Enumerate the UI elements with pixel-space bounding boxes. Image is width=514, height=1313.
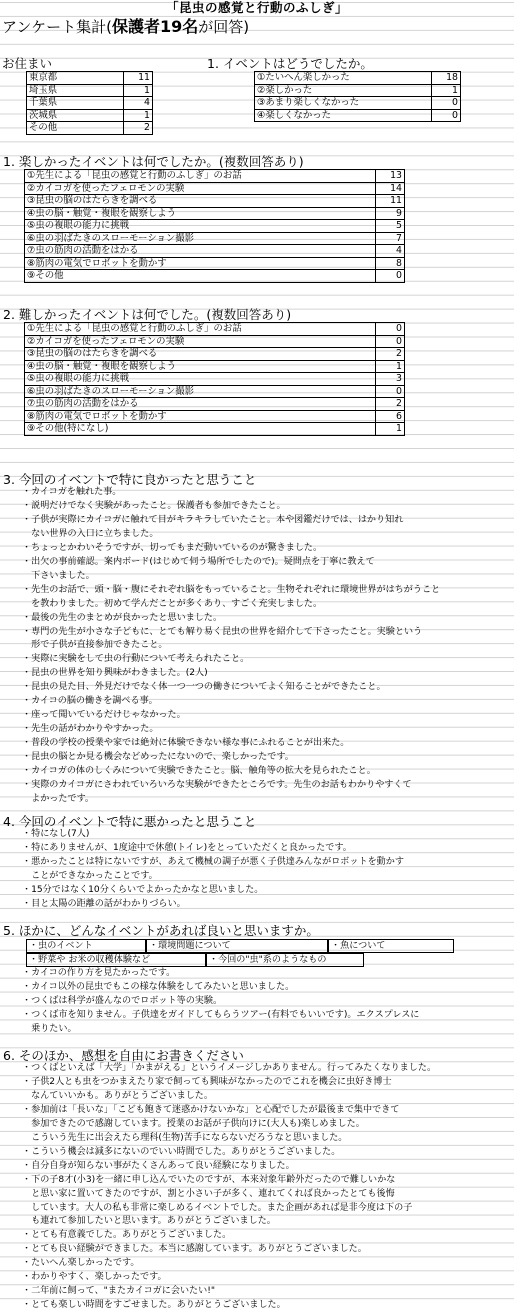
fun-event-count: 14 <box>376 182 405 195</box>
hard-event-count: 6 <box>376 410 405 423</box>
hard-event-label: ⑥虫の羽ばたきのスローモーション撮影 <box>25 385 376 398</box>
residence-count: 4 <box>124 97 153 110</box>
table-row <box>25 335 405 348</box>
comment-line: ・たいへん楽しかったです。 <box>22 1258 140 1269</box>
hard-event-label: ②カイコガを使ったフェロモンの実験 <box>25 335 376 348</box>
q1-option-label: ③あまり楽しくなかった <box>255 97 432 110</box>
fun-event-count: 13 <box>376 170 405 183</box>
q1-option-count: 0 <box>432 97 461 110</box>
comment-line: と思い家に置いてきたのですが、割と小さい子が多く、連れてくれば良かったとても後悔 <box>22 1188 395 1199</box>
hard-event-count: 1 <box>376 360 405 373</box>
residence-label: 東京都 <box>27 72 124 85</box>
suggestion-insect-event: ・虫のイベント <box>26 939 146 953</box>
comment-line: を教わりました。初めて学んだことが多くあり、すごく充実しました。 <box>22 598 323 609</box>
q1-option-count: 1 <box>432 84 461 97</box>
comment-line: ・子供が実際にカイコガに触れて目がキラキラしていたこと。本や図鑑だけでは、はかり知れ <box>22 514 404 525</box>
residence-heading: お住まい <box>2 56 53 71</box>
comment-line: ・自分自身が知らない事がたくさんあって良い経験になりました。 <box>22 1160 295 1171</box>
table-row <box>25 170 405 183</box>
table-row <box>25 232 405 245</box>
table-row <box>255 97 461 110</box>
residence-label: その他 <box>27 122 124 135</box>
comment-line: 乗りたい。 <box>22 1023 77 1034</box>
residence-count: 1 <box>124 84 153 97</box>
hard-event-label: ①先生による「昆虫の感覚と行動のふしぎ」のお話 <box>25 323 376 336</box>
fun-event-label: ⑦虫の筋肉の活動をはかる <box>25 245 376 258</box>
hard-event-count: 2 <box>376 398 405 411</box>
comment-line: ・最後の先生のまとめが良かったと思いました。 <box>22 612 223 623</box>
hard-event-count: 0 <box>376 335 405 348</box>
q1-heading: 1. イベントはどうでしたか。 <box>207 56 373 71</box>
residence-count: 1 <box>124 109 153 122</box>
hard-event-label: ⑧筋肉の電気でロボットを動かす <box>25 410 376 423</box>
fun-table <box>24 169 405 283</box>
comment-line: ・下の子8才(小3)を一緒に申し込んでいたのですが、本来対象年齢外だったので難しいかな <box>22 1174 396 1185</box>
comment-line: ・先生の話がわかりやすかった。 <box>22 724 159 735</box>
comment-line: ・つくばといえば「大学」「かまがえる」というイメージしかありません。行ってみたくなりました。 <box>22 1063 437 1073</box>
residence-count: 2 <box>124 122 153 135</box>
table-row <box>27 97 153 110</box>
q1-option-count: 18 <box>432 72 461 85</box>
fun-event-label: ①先生による「昆虫の感覚と行動のふしぎ」のお話 <box>25 170 376 183</box>
table-row <box>25 245 405 258</box>
table-row <box>25 220 405 233</box>
suggestion-harvest: ・野菜や お米の収穫体験など <box>26 953 206 967</box>
fun-event-label: ④虫の脳・触覚・複眼を観察しよう <box>25 207 376 220</box>
comment-line: 形で子供が直接参加できたこと。 <box>22 640 168 651</box>
comment-line: ・昆虫の脳とか見る機会などめったにないので、楽しかったです。 <box>22 752 294 763</box>
comment-line: ・わかりやすく、楽しかったです。 <box>22 1272 167 1283</box>
bad-heading: 4. 今回のイベントで特に悪かったと思うこと <box>3 814 257 829</box>
hard-heading: 2. 難しかったイベントは何でした。(複数回答あり) <box>3 307 292 322</box>
comment-line: ・特になし(7人) <box>22 829 90 839</box>
table-row <box>255 72 461 85</box>
other-heading: 5. ほかに、どんなイベントがあれば良いと思いますか。 <box>3 923 319 938</box>
comment-line: ・とても良い経験ができました。本当に感謝しています。ありがとうございました。 <box>22 1244 367 1255</box>
subtitle-suffix: が回答) <box>198 18 250 36</box>
table-row <box>25 257 405 270</box>
comment-line: ・座って聞いているだけじゃなかった。 <box>22 710 186 721</box>
fun-event-label: ②カイコガを使ったフェロモンの実験 <box>25 182 376 195</box>
comment-line: も連れて参加したいと思います。ありがとうございました。 <box>22 1216 276 1227</box>
comment-line: こういう先生に出会えたら理科(生物)苦手にならないだろうなと思いました。 <box>22 1132 348 1143</box>
table-row <box>25 373 405 386</box>
table-row <box>25 385 405 398</box>
table-row <box>25 423 405 436</box>
table-row <box>25 207 405 220</box>
residence-count: 11 <box>124 72 153 85</box>
comment-line: ・15分ではなく10分くらいでよかったかなと思いました。 <box>22 884 264 895</box>
free-comments-list <box>22 1062 436 1313</box>
comment-line: ・ちょっとかわいそうですが、切ってもまだ動いているのが驚きました。 <box>22 542 323 553</box>
hard-event-label: ④虫の脳・触覚・複眼を観察しよう <box>25 360 376 373</box>
fun-event-count: 4 <box>376 245 405 258</box>
comment-line: ・普段の学校の授業や家では絶対に体験できない様な事にふれることが出来た。 <box>22 738 350 749</box>
comment-line: なんていいかも。ありがとうございました。 <box>22 1090 213 1101</box>
table-row <box>25 348 405 361</box>
table-row <box>25 410 405 423</box>
comment-line: ・昆虫の世界を知り興味がわきました。(2人) <box>22 668 208 679</box>
hard-event-label: ⑦虫の筋肉の活動をはかる <box>25 398 376 411</box>
hard-event-label: ⑨その他(特になし) <box>25 423 376 436</box>
comment-line: ・子供2人とも虫をつかまえたり家で飼っても興味がなかったのでこれを機会に虫好き博士 <box>22 1076 392 1087</box>
comment-line: ・先生のお話で、頭・脳・腹にそれぞれ脳をもっていること。生物それぞれに環境世界がはちがうこと <box>22 584 441 595</box>
fun-event-count: 8 <box>376 257 405 270</box>
comment-line: ・とても楽しい時間をすごせました。ありがとうございました。 <box>22 1300 286 1311</box>
comment-line: しています。大人の私も非常に楽しめるイベントでした。また企画があれば是非今度は下の子 <box>22 1202 413 1213</box>
other-comments-list <box>22 967 419 1037</box>
residence-label: 茨城県 <box>27 109 124 122</box>
fun-event-label: ③昆虫の脳のはたらきを調べる <box>25 195 376 208</box>
suggestion-insect-theme: ・今回の"虫"系のようなもの <box>206 953 364 967</box>
comment-line: ・カイコの作り方を見たかったです。 <box>22 968 176 978</box>
subtitle-respondents: 保護者19名 <box>111 17 199 36</box>
fun-event-label: ⑨その他 <box>25 270 376 283</box>
bad-comments-list <box>22 828 404 912</box>
hard-event-label: ⑤虫の複眼の能力に挑戦 <box>25 373 376 386</box>
table-row <box>25 398 405 411</box>
free-heading: 6. そのほか、感想を自由にお書きください <box>3 1048 244 1063</box>
comment-line: ・出欠の事前確認。案内ボード(はじめて伺う場所でしたので)。疑問点を丁寧に教えて <box>22 556 375 567</box>
subtitle-prefix: アンケート集計( <box>2 18 112 36</box>
good-comments-list <box>22 486 440 807</box>
hard-event-count: 2 <box>376 348 405 361</box>
table-row <box>255 84 461 97</box>
comment-line: ・目と太陽の距離の話がわかりづらい。 <box>22 898 186 909</box>
comment-line: ・参加前は「長いな」「こども飽きて迷惑かけないかな」と心配でしたが最後まで集中できて <box>22 1104 400 1115</box>
hard-event-count: 0 <box>376 385 405 398</box>
comment-line: ・つくば市を知りません。子供達をガイドしてもらうツアー(有料でもいいです)。エクスプレスに <box>22 1009 420 1020</box>
fun-event-count: 5 <box>376 220 405 233</box>
comment-line: ・昆虫の見た目、外見だけでなく体一つ一つの働きについてよく知ることができたこと。 <box>22 682 386 693</box>
table-row <box>25 182 405 195</box>
hard-table <box>24 322 405 436</box>
fun-event-label: ⑥虫の羽ばたきのスローモーション撮影 <box>25 232 376 245</box>
table-row <box>27 122 153 135</box>
comment-line: ・こういう機会は減多にないのでいい時間でした。ありがとうございました。 <box>22 1146 341 1157</box>
fun-event-label: ⑧筋肉の電気でロボットを動かす <box>25 257 376 270</box>
q1-option-label: ①たいへん楽しかった <box>255 72 432 85</box>
hard-event-count: 1 <box>376 423 405 436</box>
q1-option-label: ④楽しくなかった <box>255 109 432 122</box>
comment-line: よかったです。 <box>22 793 95 804</box>
good-heading: 3. 今回のイベントで特に良かったと思うこと <box>3 472 257 487</box>
comment-line: ・カイコガを触れた事。 <box>22 487 122 497</box>
table-row <box>25 360 405 373</box>
comment-line: ・特にありませんが、1度途中で休憩(トイレ)をとっていただくと良かったです。 <box>22 842 352 853</box>
comment-line: 下さいました。 <box>22 570 95 581</box>
comment-line: ・実際に実験をして虫の行動について考えられたこと。 <box>22 654 250 665</box>
q1-table <box>254 71 461 122</box>
comment-line: ・悪かったことは特にないですが、あえて機械の調子が悪く子供達みんながロボットを動かす <box>22 856 404 867</box>
table-row <box>255 109 461 122</box>
table-row <box>25 195 405 208</box>
residence-label: 千葉県 <box>27 97 124 110</box>
hard-event-count: 3 <box>376 373 405 386</box>
comment-line: ない世界の入口に立ちました。 <box>22 528 159 539</box>
hard-event-label: ③昆虫の脳のはたらきを調べる <box>25 348 376 361</box>
fun-heading: 1. 楽しかったイベントは何でしたか。(複数回答あり) <box>3 154 304 169</box>
hard-event-count: 0 <box>376 323 405 336</box>
table-row <box>27 109 153 122</box>
suggestion-environment: ・環境問題について <box>146 939 328 953</box>
page-title: 「昆虫の感覚と行動のふしぎ」 <box>165 0 348 15</box>
residence-table <box>26 71 153 135</box>
fun-event-count: 11 <box>376 195 405 208</box>
comment-line: ・説明だけでなく実験があったこと。保護者も参加できたこと。 <box>22 500 286 511</box>
fun-event-count: 9 <box>376 207 405 220</box>
suggestion-fish: ・魚について <box>328 939 454 953</box>
comment-line: ・二年前に飼って、"またカイコガに会いたい!" <box>22 1286 216 1297</box>
survey-subtitle <box>2 17 249 37</box>
table-row <box>25 270 405 283</box>
residence-label: 埼玉県 <box>27 84 124 97</box>
table-row <box>25 323 405 336</box>
q1-option-label: ②楽しかった <box>255 84 432 97</box>
fun-event-count: 0 <box>376 270 405 283</box>
fun-event-count: 7 <box>376 232 405 245</box>
fun-event-label: ⑤虫の複眼の能力に挑戦 <box>25 220 376 233</box>
q1-option-count: 0 <box>432 109 461 122</box>
comment-line: ・専門の先生が小さな子どもに、とても解り易く昆虫の世界を紹介して下さったこと。実験という <box>22 626 423 637</box>
comment-line: ・カイコガの体のしくみについて実験できたこと。脳、触角等の拡大を見られたこと。 <box>22 766 376 777</box>
table-row <box>27 72 153 85</box>
comment-line: 参加できたので感謝しています。授業のお話が子供向けに(大人も)楽しめました。 <box>22 1118 365 1129</box>
table-row <box>27 84 153 97</box>
comment-line: ・カイコの脳の働きを調べる事。 <box>22 696 158 707</box>
comment-line: ことができなかったことです。 <box>22 870 158 881</box>
comment-line: ・実際のカイコガにさわれていろいろな実験ができたところです。先生のお話もわかりやすくて <box>22 780 412 791</box>
comment-line: ・つくばは科学が盛んなのでロボット等の実験。 <box>22 995 223 1006</box>
comment-line: ・カイコ以外の昆虫でもこの様な体験をしてみたいと思いました。 <box>22 981 295 992</box>
comment-line: ・とても有意義でした。ありがとうございました。 <box>22 1230 232 1241</box>
